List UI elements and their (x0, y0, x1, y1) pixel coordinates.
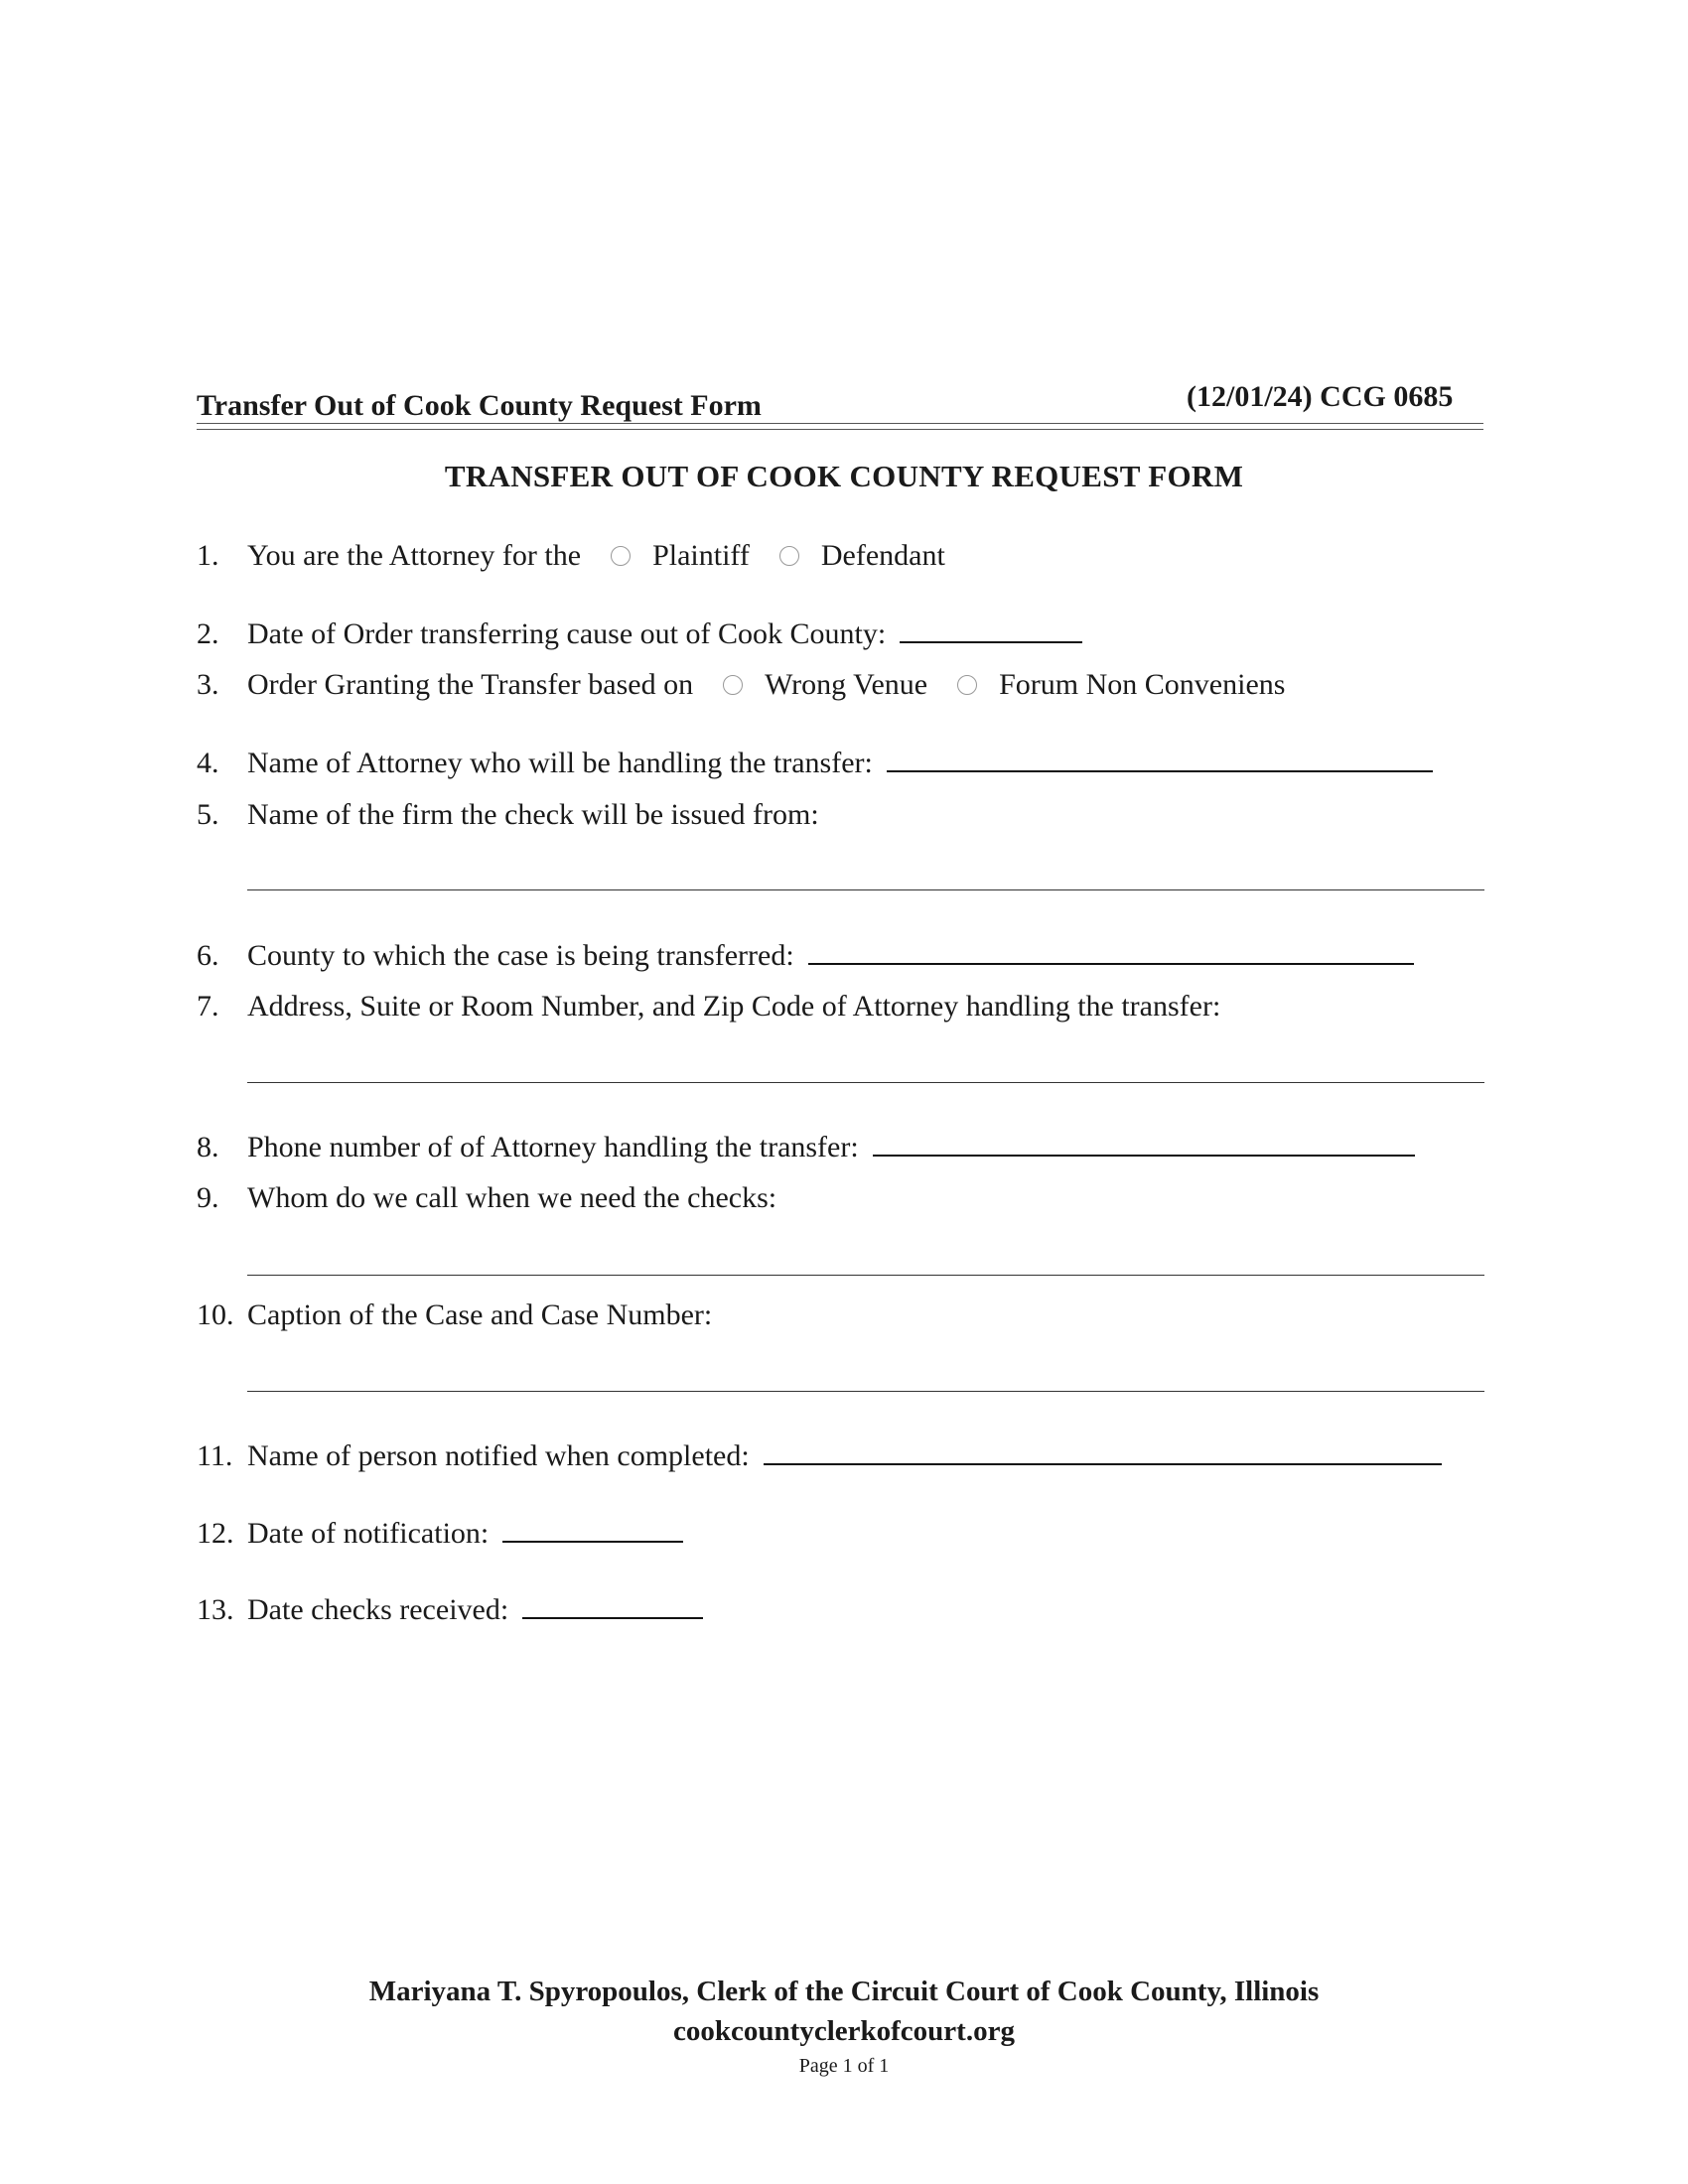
question-10 (197, 1298, 712, 1338)
attorney-name-field[interactable] (887, 769, 1433, 772)
question-label: Date of Order transferring cause out of Cook County: (247, 617, 887, 650)
forum-non-conveniens-radio[interactable] (957, 675, 977, 695)
question-number: 9. (197, 1181, 219, 1214)
question-9 (197, 1181, 776, 1221)
question-5 (197, 798, 819, 838)
question-number: 2. (197, 617, 219, 650)
question-6 (197, 939, 1414, 979)
question-label: Phone number of of Attorney handling the transfer: (247, 1131, 859, 1163)
question-11 (197, 1439, 1442, 1479)
plaintiff-label: Plaintiff (652, 539, 750, 572)
question-label: Date of notification: (247, 1517, 490, 1550)
county-field[interactable] (808, 962, 1414, 965)
plaintiff-radio[interactable] (611, 546, 631, 566)
question-label: You are the Attorney for the (247, 539, 582, 572)
question-number: 5. (197, 798, 219, 831)
forum-non-conveniens-label: Forum Non Conveniens (999, 668, 1286, 701)
question-3 (197, 668, 1285, 708)
notified-person-field[interactable] (764, 1462, 1442, 1465)
question-number: 8. (197, 1131, 219, 1163)
question-label: County to which the case is being transferred: (247, 939, 794, 972)
question-number: 1. (197, 539, 219, 572)
order-date-field[interactable] (900, 640, 1082, 643)
question-number: 10. (197, 1298, 234, 1331)
question-label: Date checks received: (247, 1593, 509, 1626)
check-contact-field[interactable] (247, 1275, 1484, 1276)
page-title: TRANSFER OUT OF COOK COUNTY REQUEST FORM (444, 459, 1244, 493)
question-label: Name of Attorney who will be handling the transfer: (247, 747, 873, 779)
question-label: Address, Suite or Room Number, and Zip Code of Attorney handling the transfer: (247, 990, 1221, 1023)
question-label: Caption of the Case and Case Number: (247, 1298, 713, 1331)
question-number: 3. (197, 668, 219, 701)
question-number: 12. (197, 1517, 234, 1550)
defendant-label: Defendant (820, 539, 945, 572)
question-label: Order Granting the Transfer based on (247, 668, 694, 701)
checks-received-date-field[interactable] (522, 1616, 703, 1619)
case-caption-field[interactable] (247, 1391, 1484, 1392)
question-number: 11. (197, 1439, 233, 1472)
header-rule-top (197, 423, 1483, 424)
question-label: Name of person notified when completed: (247, 1439, 750, 1472)
form-code: (12/01/24) CCG 0685 (1187, 380, 1454, 413)
wrong-venue-label: Wrong Venue (765, 668, 928, 701)
website-link[interactable]: cookcountyclerkofcourt.org (673, 2015, 1015, 2047)
wrong-venue-radio[interactable] (723, 675, 743, 695)
question-1 (197, 539, 945, 579)
question-8 (197, 1131, 1415, 1170)
firm-name-field[interactable] (247, 889, 1484, 890)
attorney-address-field[interactable] (247, 1082, 1484, 1083)
question-number: 13. (197, 1593, 234, 1626)
header-rule-bottom (197, 429, 1483, 430)
question-number: 6. (197, 939, 219, 972)
question-label: Whom do we call when we need the checks: (247, 1181, 777, 1214)
question-4 (197, 747, 1433, 786)
question-7 (197, 990, 1220, 1029)
notification-date-field[interactable] (502, 1540, 683, 1543)
attorney-phone-field[interactable] (873, 1154, 1415, 1157)
defendant-radio[interactable] (779, 546, 799, 566)
page-number: Page 1 of 1 (798, 2055, 890, 2077)
clerk-name: Mariyana T. Spyropoulos, Clerk of the Circuit Court of Cook County, Illinois (368, 1976, 1320, 2007)
question-12 (197, 1517, 683, 1557)
form-name-header: Transfer Out of Cook County Request Form (197, 389, 762, 422)
question-label: Name of the firm the check will be issued from: (247, 798, 819, 831)
question-2 (197, 617, 1082, 657)
question-number: 4. (197, 747, 219, 779)
question-number: 7. (197, 990, 219, 1023)
question-13 (197, 1593, 703, 1633)
